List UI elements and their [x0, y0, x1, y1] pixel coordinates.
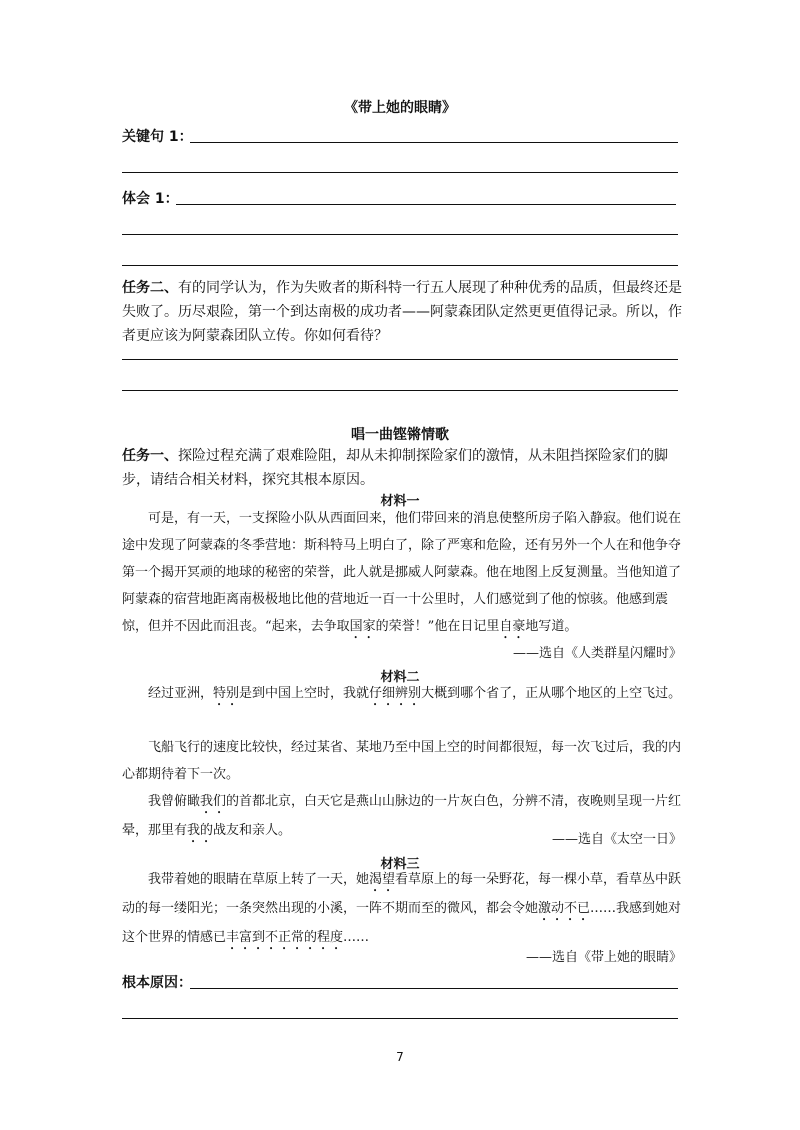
material-paragraph	[122, 866, 682, 953]
answer-line	[122, 265, 678, 266]
answer-line	[122, 172, 678, 173]
section-title: 唱一曲铿锵情歌	[351, 427, 449, 443]
emphasized-text: 我的	[187, 823, 214, 838]
task-one-label: 任务一、	[122, 448, 178, 464]
task-one-text: 探险过程充满了艰难险阻，却从未抑制探险家们的激情，从未阻挡探险家们的脚步，请结合相关材料，探究其根本原因。	[122, 448, 668, 488]
emphasized-text: 仔细辨别	[369, 686, 422, 701]
text-run: 是到中国上空时，我就	[239, 686, 370, 701]
text-run: 地写道。	[525, 619, 578, 634]
section-title: 《带上她的眼睛》	[344, 100, 456, 116]
answer-line	[190, 988, 678, 989]
text-run: ……	[343, 930, 370, 945]
task-two-text: 有的同学认为，作为失败者的斯科特一行五人展现了种种优秀的品质，但最终还是失败了。历尽艰险，第一个到达南极的成功者——阿蒙森团队定然更更值得记录。所以，作者更应该为阿蒙森团队立传。你如何看待？	[122, 280, 682, 344]
text-run: 经过亚洲，	[148, 686, 214, 701]
text-run: 战友和亲人。	[213, 823, 292, 838]
emphasized-text: 特别	[213, 686, 240, 701]
emphasized-text: 自豪	[499, 619, 526, 634]
material-paragraph	[122, 505, 682, 642]
answer-line	[122, 1018, 678, 1019]
text-run: 我曾俯瞰	[148, 794, 201, 809]
material-title: 材料二	[380, 670, 420, 685]
emphasized-text: 国家	[349, 619, 376, 634]
text-run: 看草原上的每一朵野花，每一棵小草，看草丛中跃动的每一缕阳光；一条突然出现的小溪，一阵不期而至的微风，都会令她	[122, 872, 682, 916]
task-one	[122, 444, 682, 492]
answer-line	[176, 204, 676, 205]
task-two	[122, 276, 682, 348]
material-paragraph: 飞船飞行的速度比较快，经过某省、某地乃至中国上空的时间都很短，每一次飞过后，我的内心都期待着下一次。	[122, 740, 682, 782]
text-run: 大概到哪个省了，正从哪个地区的上空飞过。	[421, 686, 682, 701]
emphasized-text: 我们	[200, 794, 227, 809]
answer-line	[122, 359, 678, 360]
material-source: ——选自《人类群星闪耀时》	[512, 646, 682, 661]
root-cause-label: 根本原因：	[122, 975, 192, 991]
emphasized-text: 丰富到不正常的程度	[226, 930, 344, 945]
text-run: 可是，有一天，一支探险小队从西面回来，他们带回来的消息使整所房子陷入静寂。他们说在途中发现了阿蒙森的冬季营地：斯科特马上明白了，除了严寒和危险，还有另外一个人在和他争夺第一个揭开冥顽的地球的秘密的荣誉，此人就是挪威人阿蒙森。他在地图上反复测量。当他知道了阿蒙森的宿营地距离南极极地比他的营地近一百一十公里时，人们感觉到了他的惊骇。他感到震惊，但并不因此而沮丧。“起来，去争取	[122, 511, 682, 634]
material-title: 材料三	[380, 857, 420, 872]
material-source: ——选自《带上她的眼睛》	[525, 950, 682, 965]
answer-line	[122, 234, 678, 235]
text-run: ……我感到她对这个世界的情感已	[122, 901, 682, 945]
answer-line	[122, 390, 678, 391]
material-source: ——选自《太空一日》	[551, 832, 682, 847]
emphasized-text: 渴望	[369, 872, 396, 887]
task-two-label: 任务二、	[122, 280, 178, 296]
text-run: 的首都北京，白天它是燕山山脉边的一片灰白色，分辨不清，夜晚则呈现一片红晕，那里有	[122, 794, 682, 838]
material-title: 材料一	[380, 494, 420, 509]
material-paragraph	[122, 680, 682, 709]
page-number: 7	[396, 1050, 404, 1064]
emphasized-text: 激动不已	[538, 901, 591, 916]
feeling-label: 体会 1：	[122, 191, 179, 207]
keyline-label: 关键句 1：	[122, 129, 193, 145]
answer-line	[190, 142, 678, 143]
text-run: 我带着她的眼睛在草原上转了一天，她	[148, 872, 370, 887]
text-run: 的荣誉！”他在日记里	[375, 619, 500, 634]
